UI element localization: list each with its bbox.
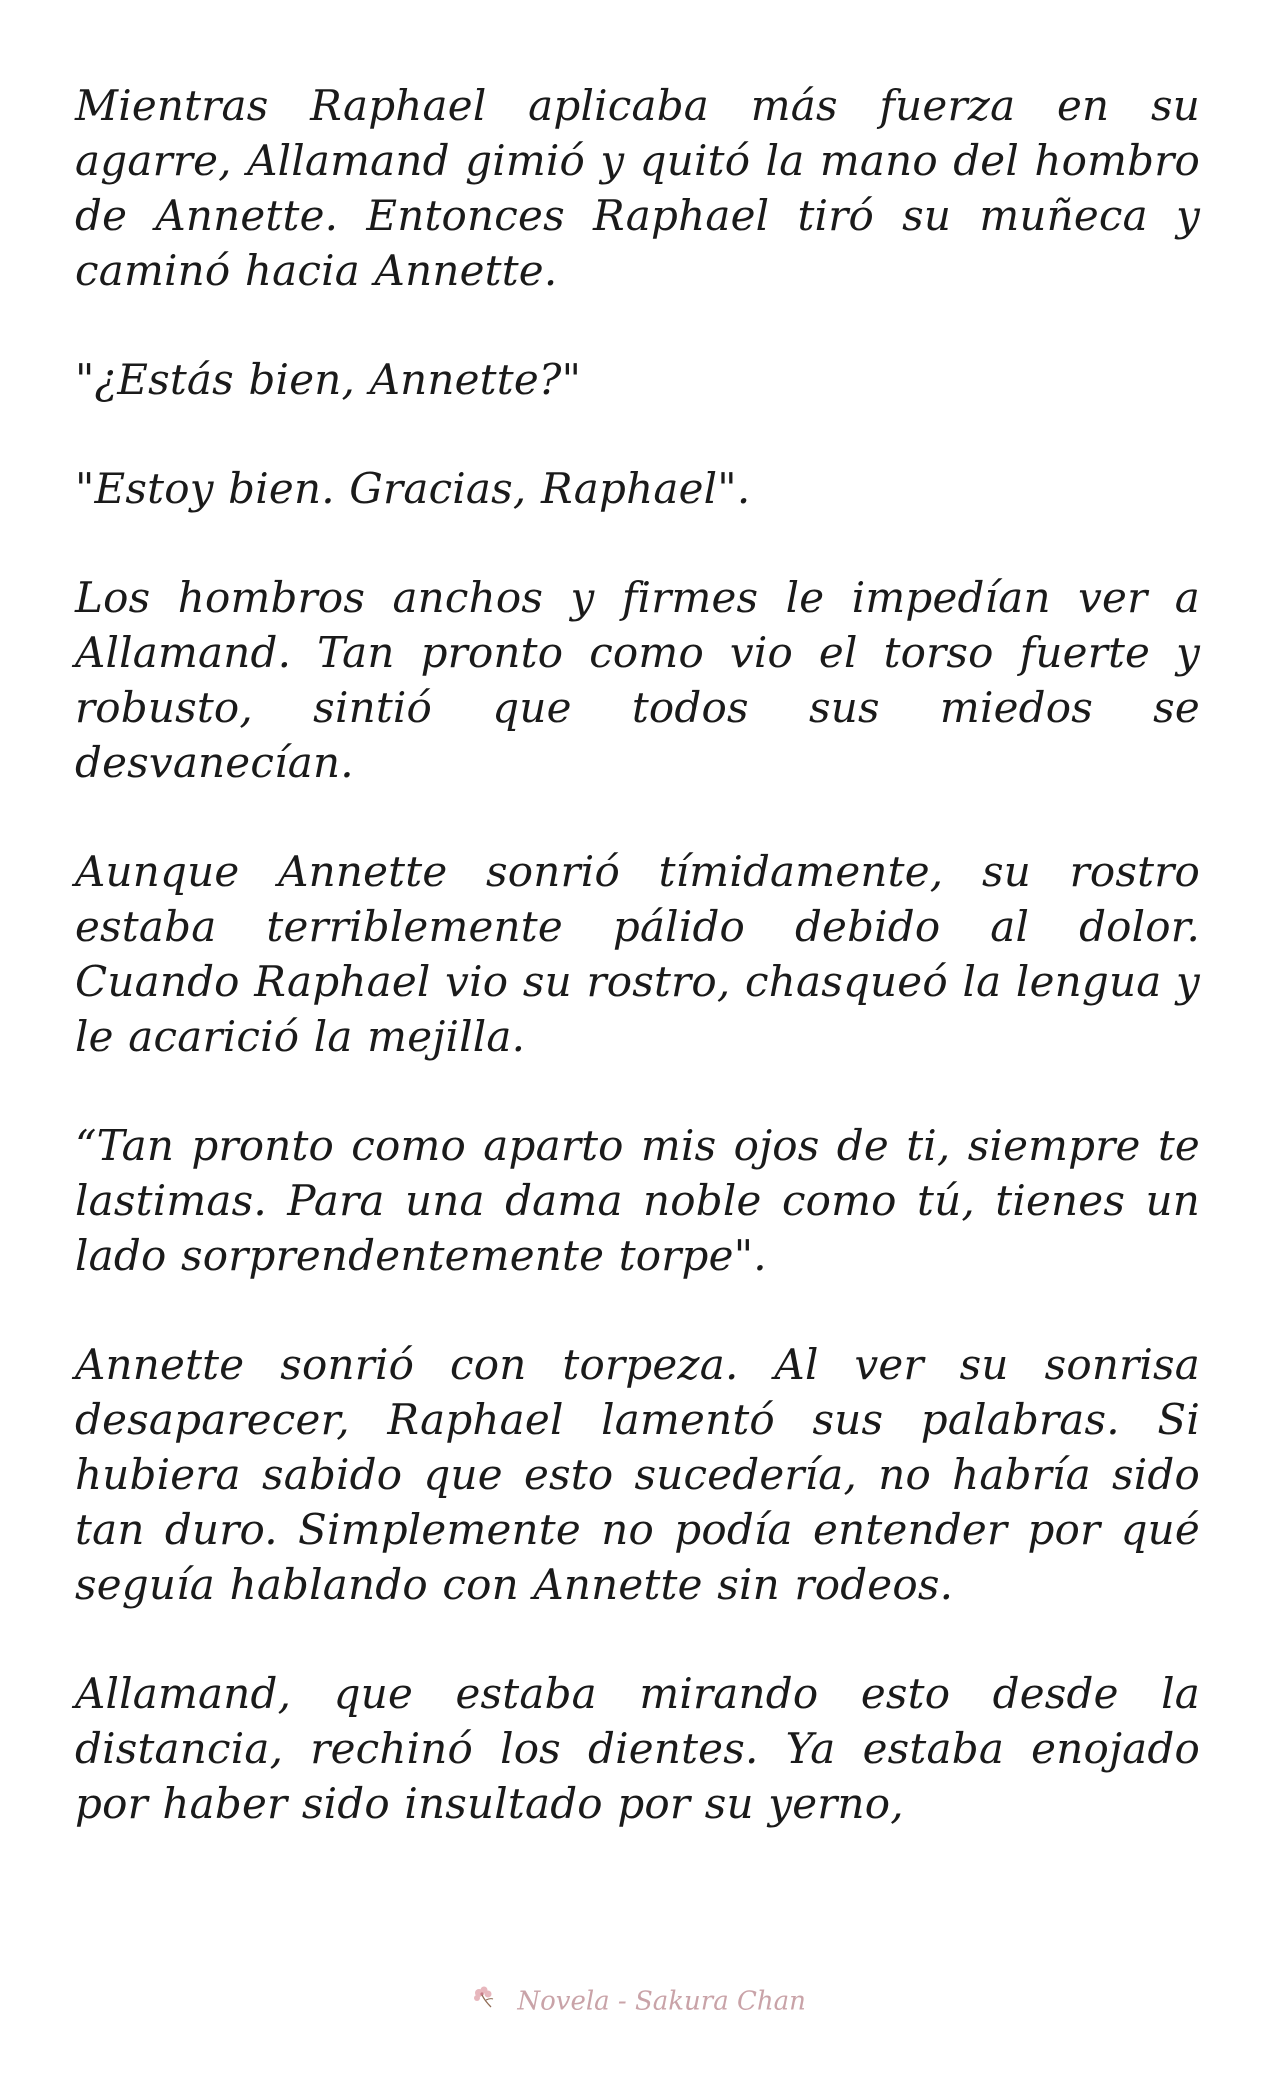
cherry-blossom-icon <box>469 1985 499 2018</box>
paragraph: Aunque Annette sonrió tímidamente, su rostro estaba terriblemente pálido debido al dolor. Cuando Raphael vio su rostro, chasqueó la lengua y le acarició la mejilla. <box>75 847 1200 1061</box>
paragraph: Annette sonrió con torpeza. Al ver su sonrisa desaparecer, Raphael lamentó sus palabras. Si hubiera sabido que esto sucedería, no habría sido tan duro. Simplemente no podía entender por qué seguía hablando con Annette sin rodeos. <box>75 1340 1200 1609</box>
paragraph: “Tan pronto como aparto mis ojos de ti, siempre te lastimas. Para una dama noble como tú, tienes un lado sorprendentemente torpe". <box>75 1121 1200 1280</box>
paragraph: "Estoy bien. Gracias, Raphael". <box>75 464 751 513</box>
paragraph: Allamand, que estaba mirando esto desde la distancia, rechinó los dientes. Ya estaba enojado por haber sido insultado por su yerno, <box>75 1669 1200 1828</box>
paragraph: Mientras Raphael aplicaba más fuerza en su agarre, Allamand gimió y quitó la mano del hombro de Annette. Entonces Raphael tiró su muñeca y caminó hacia Annette. <box>75 81 1200 295</box>
paragraph: "¿Estás bien, Annette?" <box>75 355 582 404</box>
watermark-label: Novela - Sakura Chan <box>517 1986 806 2017</box>
watermark <box>0 1985 1275 2018</box>
text-body <box>75 78 1200 1885</box>
paragraph: Los hombros anchos y firmes le impedían ver a Allamand. Tan pronto como vio el torso fuerte y robusto, sintió que todos sus miedos se desvanecían. <box>75 573 1200 787</box>
